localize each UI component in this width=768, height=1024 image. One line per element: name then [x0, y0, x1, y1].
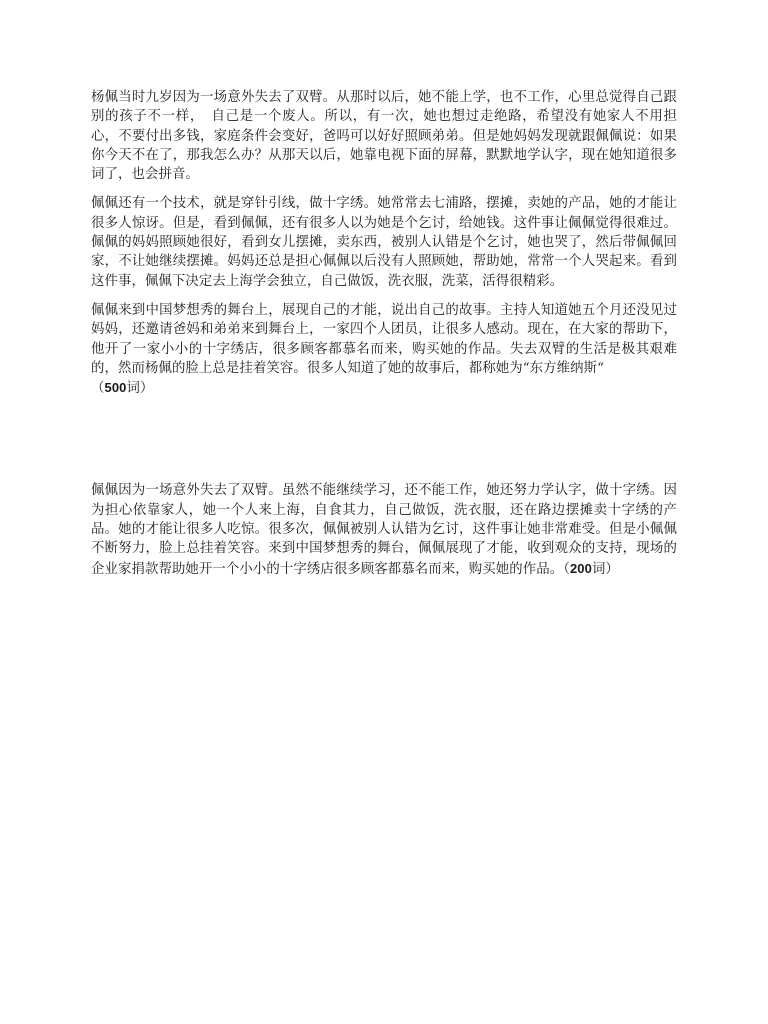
- story-paragraph-3-text: 佩佩来到中国梦想秀的舞台上，展现自己的才能，说出自己的故事。主持人知道她五个月还没见过妈妈，还邀请爸妈和弟弟来到舞台上，一家四个人团员，让很多人感动。现在，在大家的帮助下，他开了一家小小的十字绣店，很多顾客都慕名而来，购买她的作品。失去双臂的生活是极其艰难的，然而杨佩的脸上总是挂着笑容。很多人知道了她的故事后，都称她为“东方维纳斯“: [91, 302, 677, 376]
- word-count-close: 词）: [126, 381, 154, 397]
- story-paragraph-1: 杨佩当时九岁因为一场意外失去了双臂。从那时以后，她不能上学，也不工作，心里总觉得自己跟别的孩子不一样， 自己是一个废人。所以，有一次，她也想过走绝路，希望没有她家人不用担心，不要付出多钱，家庭条件会变好，爸吗可以好好照顾弟弟。但是她妈妈发现就跟佩佩说：如果你今天不在了，那我怎么办？从那天以后，她靠电视下面的屏幕，默默地学认字，现在她知道很多词了，也会拼音。: [91, 90, 677, 183]
- section-gap: [91, 398, 677, 481]
- summary-paragraph: [91, 481, 677, 578]
- word-count-500: 500: [104, 380, 127, 396]
- summary-word-count-open: （: [563, 561, 570, 577]
- word-count-open: （: [91, 381, 105, 397]
- summary-word-count-close: 词）: [591, 561, 619, 577]
- document-page: [91, 88, 677, 579]
- story-paragraph-3: [91, 301, 677, 398]
- word-count-200: 200: [569, 560, 592, 576]
- summary-paragraph-text: 佩佩因为一场意外失去了双臂。虽然不能继续学习，还不能工作，她还努力学认字，做十字绣。因为担心依靠家人，她一个人来上海，自食其力，自己做饭，洗衣服，还在路边摆摊卖十字绣的产品。她的才能让很多人吃惊。很多次，佩佩被别人认错为乞讨，这件事让她非常难受。但是小佩佩不断努力，脸上总挂着笑容。来到中国梦想秀的舞台，佩佩展现了才能，收到观众的支持，现场的企业家捐款帮助她开一个小小的十字绣店很多顾客都慕名而来，购买她的作品。: [91, 483, 677, 577]
- story-paragraph-2: 佩佩还有一个技术，就是穿针引线，做十字绣。她常常去七浦路，摆摊，卖她的产品，她的才能让很多人惊讶。但是，看到佩佩，还有很多人以为她是个乞讨，给她钱。这件事让佩佩觉得很难过。佩佩的妈妈照顾她很好，看到女儿摆摊，卖东西，被别人认错是个乞讨，她也哭了，然后带佩佩回家，不让她继续摆摊。妈妈还总是担心佩佩以后没有人照顾她，帮助她，常常一个人哭起来。看到这件事，佩佩下决定去上海学会独立，自己做饭，洗衣服，洗菜，活得很精彩。: [91, 196, 677, 289]
